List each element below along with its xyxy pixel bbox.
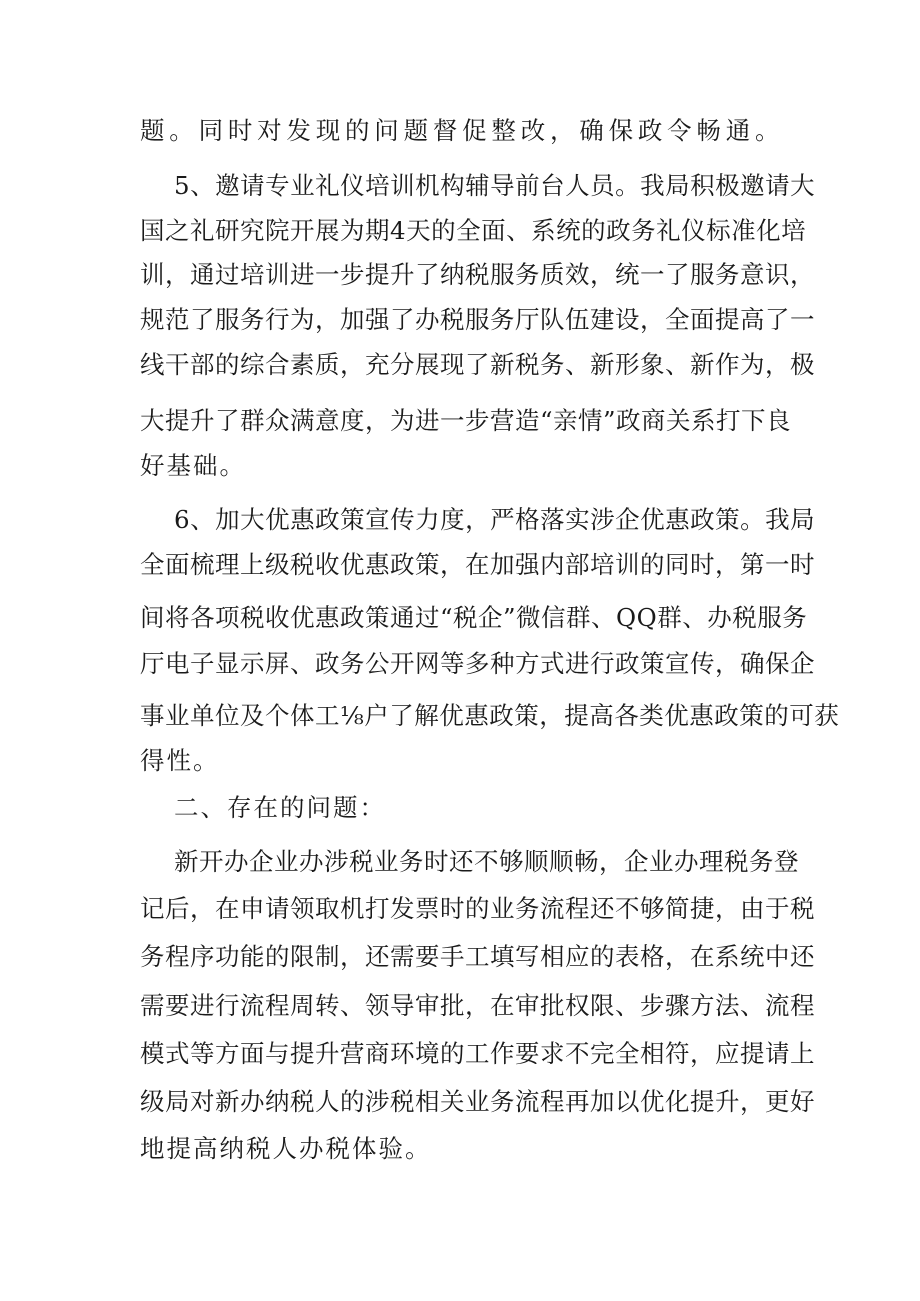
text-line: 务程序功能的限制，还需要手工填写相应的表格，在系统中还 bbox=[140, 942, 815, 971]
text-line: 厅电子显示屏、政务公开网等多种方式进行政策宣传，确保企 bbox=[140, 649, 815, 678]
text-line: 记后，在申请领取机打发票时的业务流程还不够简捷，由于税 bbox=[140, 894, 815, 923]
text-line: 国之礼研究院开展为期4天的全面、系统的政务礼仪标准化培 bbox=[140, 216, 807, 245]
text-line: 级局对新办纳税人的涉税相关业务流程再加以优化提升，更好 bbox=[140, 1087, 815, 1116]
text-line: 得性。 bbox=[140, 746, 220, 775]
text-line: 线干部的综合素质，充分展现了新税务、新形象、新作为，极 bbox=[140, 350, 815, 379]
text-line: 地提高纳税人办税体验。 bbox=[140, 1134, 432, 1163]
text-line: 训，通过培训进一步提升了纳税服务质效，统一了服务意识， bbox=[140, 260, 815, 289]
text-line: 事业单位及个体工⅛户了解优惠政策，提高各类优惠政策的可获 bbox=[140, 701, 840, 730]
section-heading: 二、存在的问题： bbox=[174, 793, 386, 822]
text-line: 需要进行流程周转、领导审批，在审批权限、步骤方法、流程 bbox=[140, 991, 815, 1020]
text-line: 题。同时对发现的问题督促整改，确保政令畅通。 bbox=[140, 116, 780, 145]
text-line: 全面梳理上级税收优惠政策，在加强内部培训的同时，第一时 bbox=[140, 550, 815, 579]
text-line: 好基础。 bbox=[140, 451, 246, 480]
text-line: 间将各项税收优惠政策通过“税企”微信群、QQ群、办税服务 bbox=[140, 603, 808, 632]
text-line: 大提升了群众满意度，为进一步营造“亲情”政商关系打下良 bbox=[140, 406, 792, 435]
text-line: 5、邀请专业礼仪培训机构辅导前台人员。我局积极邀请大 bbox=[174, 171, 816, 200]
text-line: 新开办企业办涉税业务时还不够顺顺畅，企业办理税务登 bbox=[174, 847, 799, 876]
text-line: 6、加大优惠政策宣传力度，严格落实涉企优惠政策。我局 bbox=[174, 505, 816, 534]
text-line: 规范了服务行为，加强了办税服务厅队伍建设，全面提高了一 bbox=[140, 305, 815, 334]
text-line: 模式等方面与提升营商环境的工作要求不完全相符，应提请上 bbox=[140, 1039, 815, 1068]
